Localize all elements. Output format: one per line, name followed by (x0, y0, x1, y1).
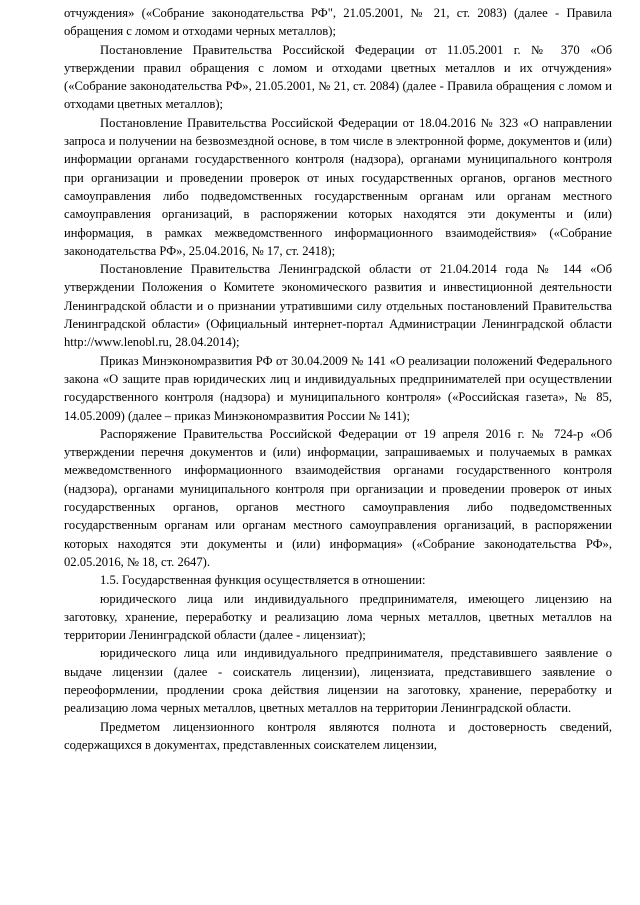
paragraph-subject-of-control: Предметом лицензионного контроля являются полнота и достоверность сведений, содержащихся в документах, представленных соискателем лицензии, (64, 719, 612, 752)
paragraph-rules-ferrous-end: отчуждения» («Собрание законодательства РФ", 21.05.2001, № 21, ст. 2083) (далее - Правила обращения с ломом и отходами черных металлов); (64, 6, 612, 39)
paragraph-licensee: юридического лица или индивидуального предпринимателя, имеющего лицензию на заготовку, хранение, переработку и реализацию лома черных металлов, цветных металлов на территории Ленинградской области (далее - лицензиат); (64, 591, 612, 643)
paragraph-leningrad-decree-144: Постановление Правительства Ленинградской области от 21.04.2014 года № 144 «Об утверждении Положения о Комитете экономического развития и инвестиционной деятельности Ленинградской области и о признании утратившими силу отдельных постановлений Правительства Ленинградской области» (Официальный интернет-портал Администрации Ленинградской области http://www.lenobl.ru, 28.04.2014); (64, 262, 612, 350)
paragraph-license-applicant: юридического лица или индивидуального предпринимателя, представившего заявление о выдаче лицензии (далее - соискатель лицензии), лицензиата, представившего заявление о переоформлении, продлении срока действия лицензии на заготовку, хранение, переработку и реализацию лома черных металлов, цветных металлов на территории Ленинградской области. (64, 646, 612, 716)
paragraph-decree-323: Постановление Правительства Российской Федерации от 18.04.2016 № 323 «О направлении запроса и получении на безвозмездной основе, в том числе в электронной форме, документов и (или) информации органами государственного контроля (надзора), органами муниципального контроля при организации и проведении проверок от иных государственных органов, органов местного самоуправления либо подведомственных государственным органам или органам местного самоуправления организаций, в распоряжении которых находятся эти документы и (или) информация, в рамках межведомственного информационного взаимодействия» («Собрание законодательства РФ», 25.04.2016, № 17, ст. 2418); (64, 115, 612, 258)
paragraph-section-1-5: 1.5. Государственная функция осуществляется в отношении: (100, 573, 426, 588)
paragraph-order-141: Приказ Минэкономразвития РФ от 30.04.2009 № 141 «О реализации положений Федерального закона «О защите прав юридических лиц и индивидуальных предпринимателей при осуществлении государственного контроля (надзора) и муниципального контроля» («Российская газета», № 85, 14.05.2009) (далее – приказ Минэкономразвития России № 141); (64, 353, 612, 423)
paragraph-decree-370: Постановление Правительства Российской Федерации от 11.05.2001 г. № 370 «Об утверждении правил обращения с ломом и отходами цветных металлов и их отчуждения» («Собрание законодательства РФ», 21.05.2001, № 21, ст. 2084) (далее - Правила обращения с ломом и отходами цветных металлов); (64, 42, 612, 112)
paragraph-order-724r: Распоряжение Правительства Российской Федерации от 19 апреля 2016 г. № 724-р «Об утверждении перечня документов и (или) информации, запрашиваемых и получаемых в рамках межведомственного информационного взаимодействия органами государственного контроля (надзора), органами муниципального контроля при организации и проведении проверок от иных государственных органов, органов местного самоуправления либо подведомственных государственным органам или органам местного самоуправления организаций, в распоряжении которых находятся эти документы и (или) информация» («Собрание законодательства РФ», 02.05.2016, № 18, ст. 2647). (64, 426, 612, 569)
